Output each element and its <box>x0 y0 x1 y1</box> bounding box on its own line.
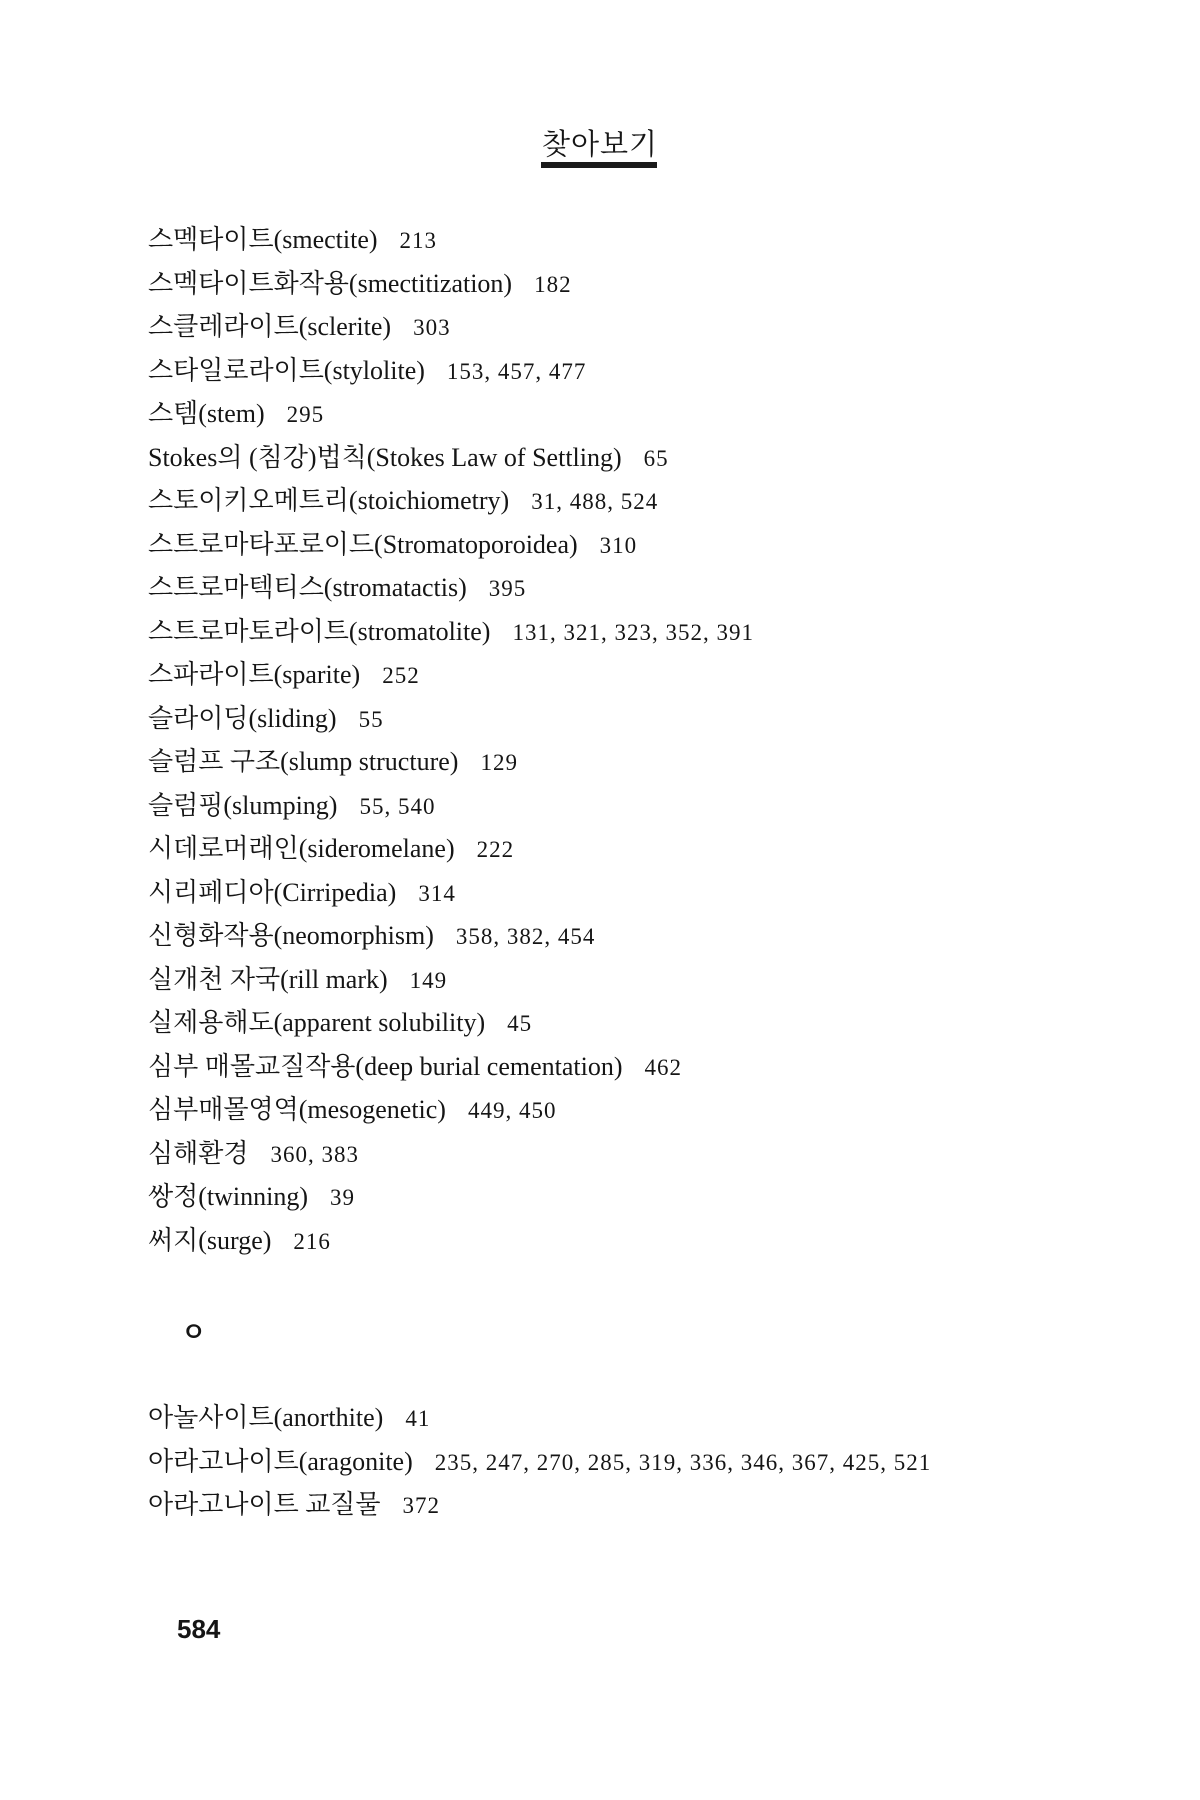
index-pages: 129 <box>480 750 518 775</box>
index-pages: 65 <box>643 445 669 471</box>
section-heading: ㅇ <box>181 1318 207 1348</box>
index-entry <box>148 958 754 1002</box>
index-term: 시리페디아(Cirripedia) <box>148 877 397 907</box>
index-list <box>148 218 754 1262</box>
index-entry <box>148 218 754 262</box>
index-term: 스트로마타포로이드(Stromatoporoidea) <box>148 529 578 559</box>
index-entry <box>148 914 754 958</box>
index-term: 심해환경 <box>148 1138 249 1168</box>
index-pages: 449, 450 <box>467 1098 557 1123</box>
index-entry <box>148 1088 754 1132</box>
index-pages: 252 <box>382 663 420 688</box>
index-term: 실제용해도(apparent solubility) <box>148 1008 486 1037</box>
index-entry <box>148 305 754 349</box>
index-pages: 213 <box>399 228 438 253</box>
index-pages: 55, 540 <box>359 793 436 819</box>
index-pages: 182 <box>534 271 572 297</box>
index-entry <box>148 827 754 871</box>
index-term: 심부 매몰교질작용(deep burial cementation) <box>148 1051 623 1081</box>
index-term: 심부매몰영역(mesogenetic) <box>148 1095 446 1124</box>
index-entry <box>148 392 754 436</box>
index-pages: 153, 457, 477 <box>446 358 587 384</box>
index-term: 스멕타이트(smectite) <box>148 225 378 254</box>
index-entry <box>148 1045 754 1089</box>
index-entry <box>148 1219 754 1263</box>
index-term: 신형화작용(neomorphism) <box>148 921 434 950</box>
index-term: 스템(stem) <box>148 399 265 428</box>
index-pages: 303 <box>413 315 451 340</box>
index-term: 스토이키오메트리(stoichiometry) <box>148 486 510 515</box>
index-pages: 395 <box>488 576 527 601</box>
index-term: 스트로마토라이트(stromatolite) <box>148 616 491 646</box>
index-term: 실개천 자국(rill mark) <box>148 964 388 994</box>
index-term: 아놀사이트(anorthite) <box>148 1403 384 1432</box>
index-pages: 235, 247, 270, 285, 319, 336, 346, 367, 425, 521 <box>434 1449 932 1475</box>
index-pages: 41 <box>405 1406 431 1431</box>
index-entry <box>148 262 754 306</box>
index-term: 아라고나이트(aragonite) <box>148 1446 413 1476</box>
index-entry <box>148 1483 931 1527</box>
index-term: 스파라이트(sparite) <box>148 660 361 689</box>
index-term: 아라고나이트 교질물 <box>148 1490 381 1519</box>
index-pages: 295 <box>286 402 325 427</box>
index-term: 시데로머래인(sideromelane) <box>148 834 455 863</box>
index-entry <box>148 871 754 915</box>
index-pages: 31, 488, 524 <box>531 489 659 514</box>
index-pages: 462 <box>644 1054 683 1080</box>
index-entry <box>148 523 754 567</box>
index-term: Stokes의 (침강)법칙(Stokes Law of Settling) <box>148 442 622 472</box>
index-entry <box>148 436 754 480</box>
index-entry <box>148 1132 754 1176</box>
index-entry <box>148 1175 754 1219</box>
page-title: 찾아보기 <box>541 127 659 161</box>
index-entry <box>148 349 754 393</box>
index-pages: 372 <box>402 1493 441 1518</box>
index-pages: 149 <box>409 967 448 993</box>
index-entry <box>148 653 754 697</box>
page-number: 584 <box>177 1614 221 1644</box>
index-term: 스클레라이트(sclerite) <box>148 312 392 341</box>
index-term: 쌍정(twinning) <box>148 1182 308 1211</box>
index-pages: 310 <box>599 532 638 558</box>
index-pages: 358, 382, 454 <box>455 924 596 949</box>
index-entry <box>148 740 754 784</box>
index-term: 스트로마텍티스(stromatactis) <box>148 573 467 602</box>
index-entry <box>148 697 754 741</box>
index-term: 스멕타이트화작용(smectitization) <box>148 268 513 298</box>
index-pages: 314 <box>418 880 456 906</box>
title-underline <box>541 162 657 168</box>
index-entry <box>148 1001 754 1045</box>
index-entry <box>148 479 754 523</box>
index-pages: 222 <box>476 837 515 862</box>
index-term: 써지(surge) <box>148 1225 272 1255</box>
index-entry <box>148 566 754 610</box>
index-entry <box>148 784 754 828</box>
index-pages: 360, 383 <box>270 1141 359 1167</box>
index-pages: 55 <box>358 706 384 732</box>
index-list-o <box>148 1396 931 1527</box>
index-pages: 39 <box>330 1185 355 1210</box>
index-term: 스타일로라이트(stylolite) <box>148 355 425 385</box>
index-pages: 45 <box>507 1011 533 1036</box>
index-pages: 131, 321, 323, 352, 391 <box>512 619 754 645</box>
index-term: 슬럼프 구조(slump structure) <box>148 747 459 776</box>
index-entry <box>148 610 754 654</box>
index-pages: 216 <box>293 1228 331 1254</box>
index-term: 슬라이딩(sliding) <box>148 703 337 733</box>
index-entry <box>148 1396 931 1440</box>
index-entry <box>148 1440 931 1484</box>
index-term: 슬럼핑(slumping) <box>148 790 338 820</box>
